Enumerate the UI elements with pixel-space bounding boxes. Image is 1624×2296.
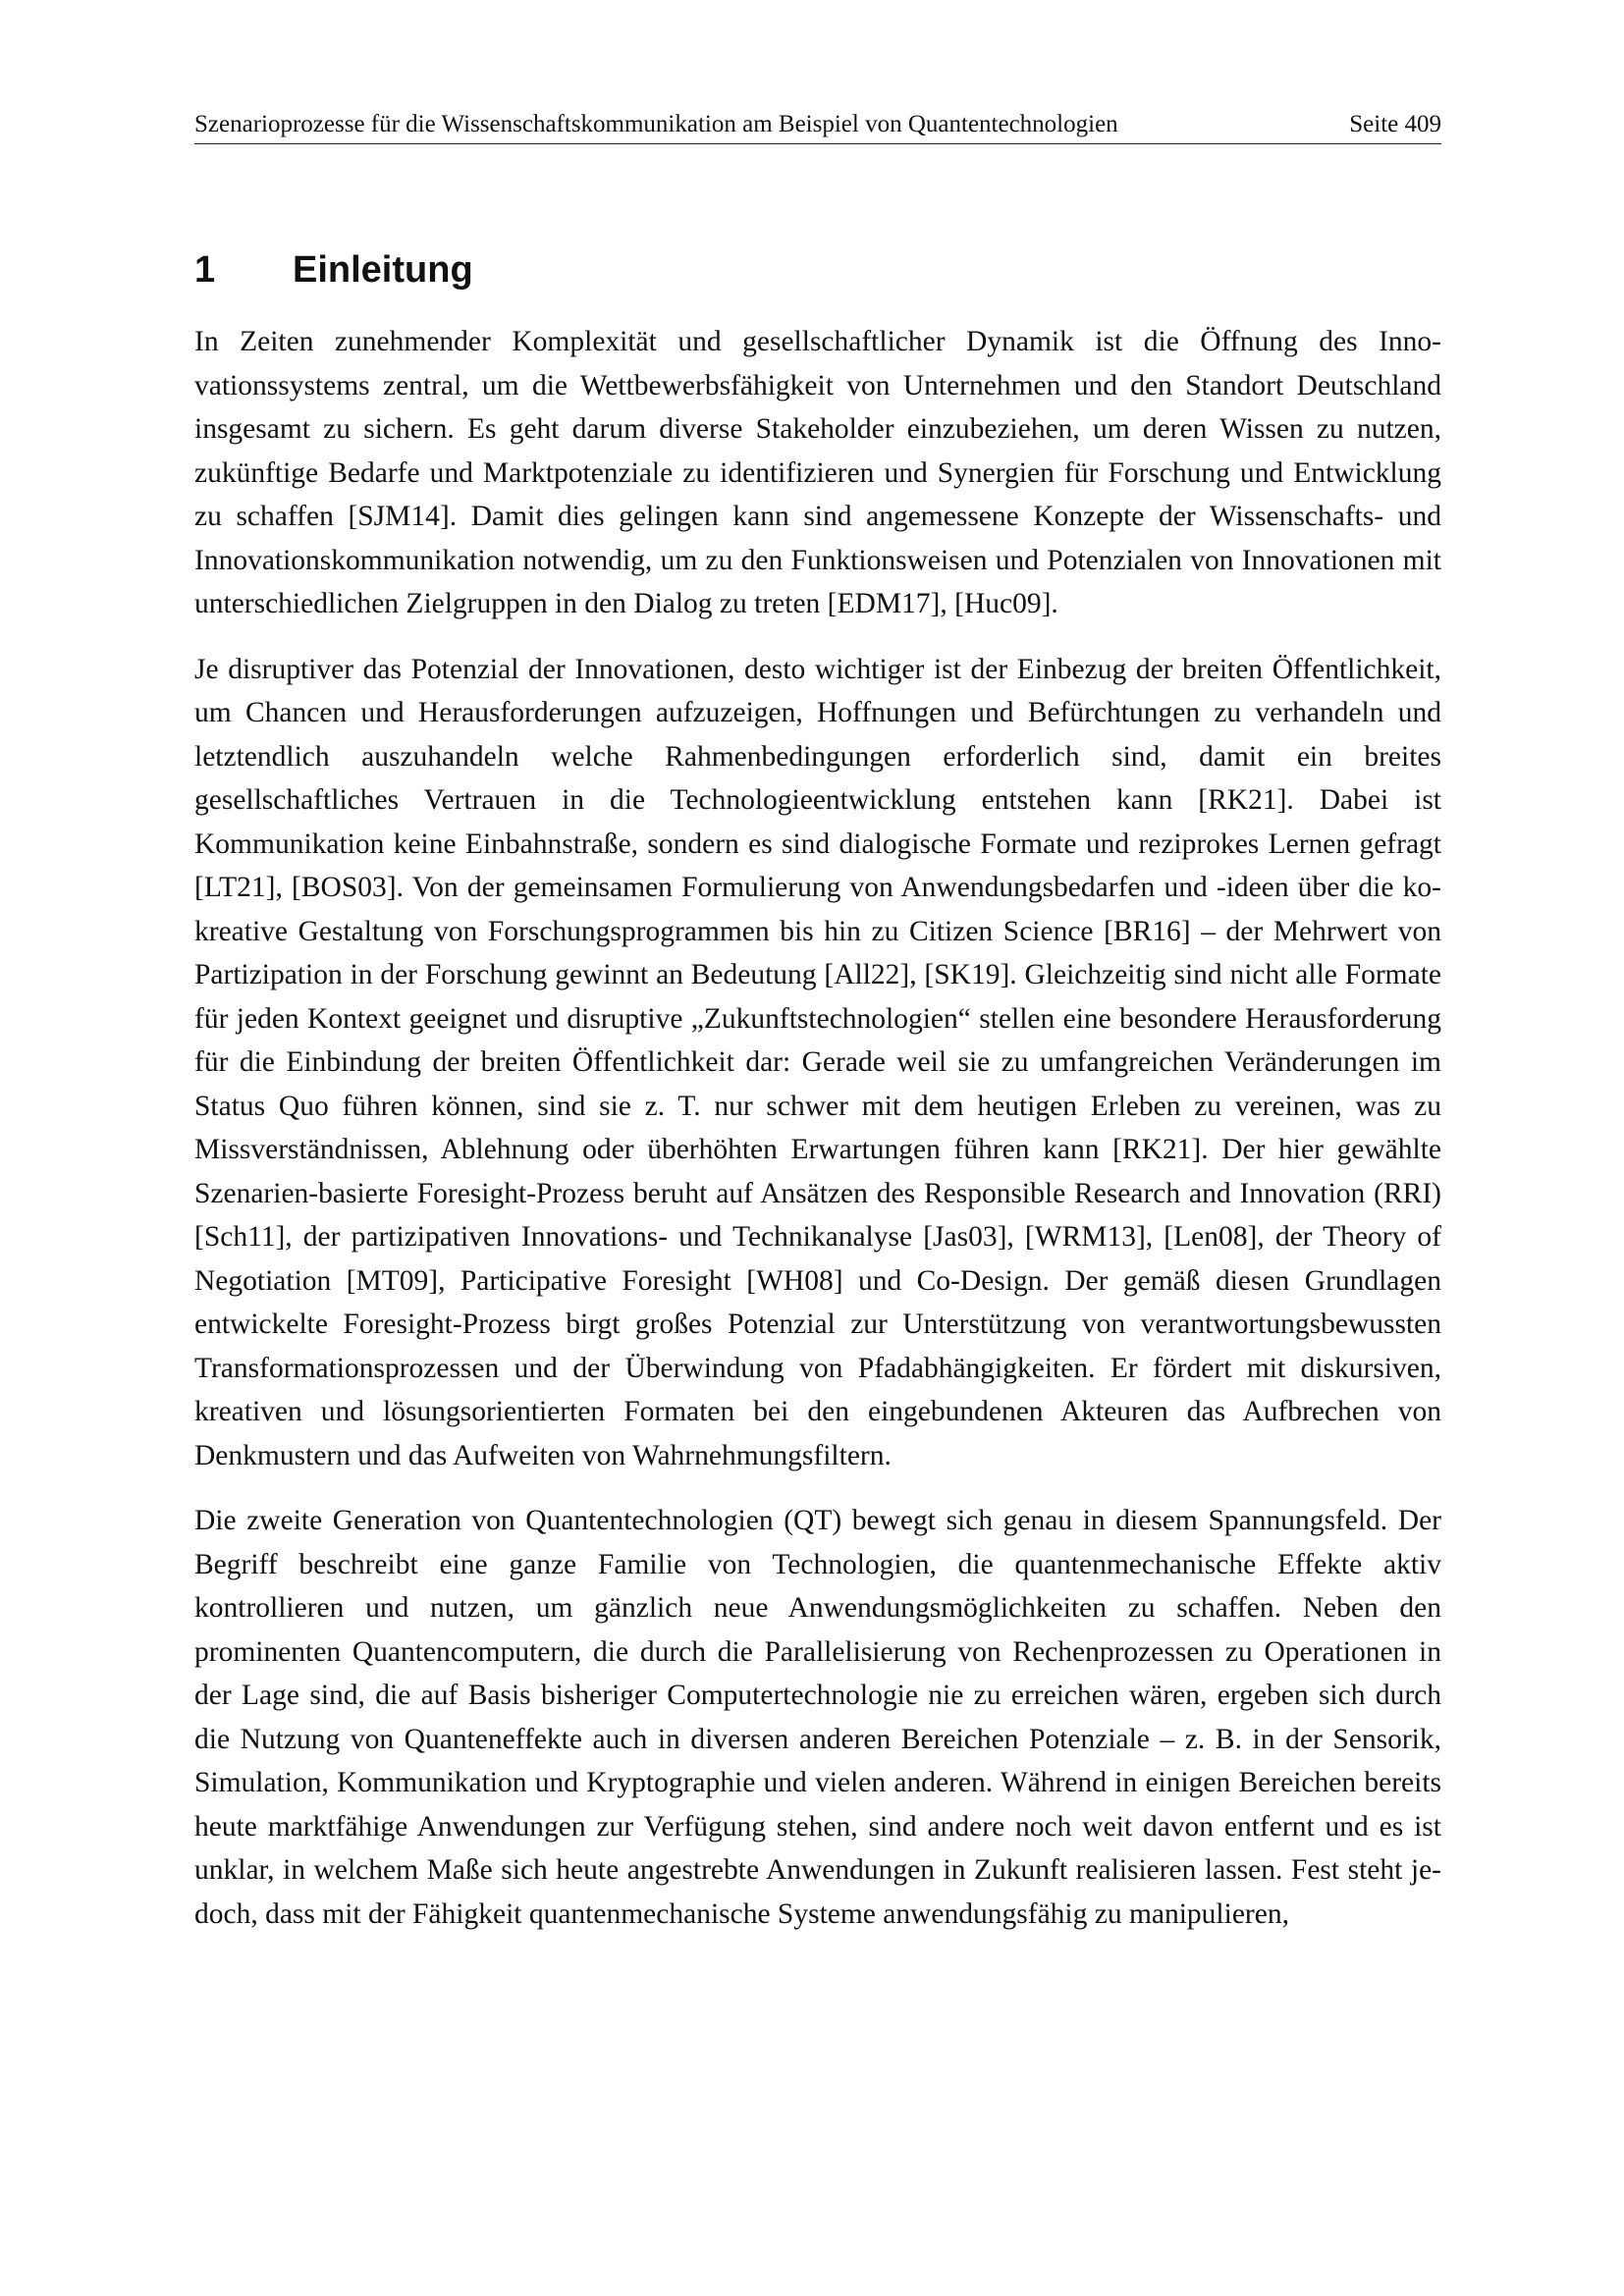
section-title: Einleitung (293, 249, 473, 291)
body-text (194, 320, 1441, 1957)
page-number: Seite 409 (1349, 111, 1441, 137)
running-title: Szenarioprozesse für die Wissenschaftskommunikation am Beispiel von Quantentechnologien (194, 111, 1118, 137)
paragraph-2: Je disruptiver das Potenzial der Innovationen, desto wichtiger ist der Einbezug der breiten Öffentlichkeit, um Chancen und Herausforderungen aufzuzeigen, Hoffnungen und Befürchtungen zu verhandeln und letztendlich auszuhandeln welche Rahmenbedingungen erforderlich sind, damit ein breites gesellschaftliches Vertrauen in die Technologieentwicklung entstehen kann [RK21]. Dabei ist Kommunikation keine Einbahnstraße, sondern es sind dialogische Formate und reziprokes Lernen gefragt [LT21], [BOS03]. Von der gemeinsamen Formulierung von Anwendungsbedarfen und -ideen über die ko-kreative Gestaltung von Forschungsprogrammen bis hin zu Citizen Science [BR16] – der Mehrwert von Partizipation in der Forschung gewinnt an Bedeutung [All22], [SK19]. Gleichzeitig sind nicht alle Formate für jeden Kontext geeignet und disruptive „Zukunftstechnologien“ stellen eine besondere Herausforderung für die Einbindung der breiten Öffentlichkeit dar: Gerade weil sie zu umfangreichen Veränderungen im Status Quo führen können, sind sie z. T. nur schwer mit dem heutigen Erleben zu vereinen, was zu Missverständnissen, Ablehnung oder überhöhten Erwartungen führen kann [RK21]. Der hier gewählte Szenarien-basierte Foresight-Prozess beruht auf Ansätzen des Responsible Research and Innovation (RRI) [Sch11], der partizipativen Innovations- und Technikanalyse [Jas03], [WRM13], [Len08], der Theory of Negotiation [MT09], Participative Foresight [WH08] und Co-Design. Der gemäß diesen Grundlagen entwickelte Foresight-Prozess birgt großes Potenzial zur Unterstützung von verantwortungsbewussten Transformationsprozessen und der Überwindung von Pfadabhängigkeiten. Er fördert mit diskursiven, kreativen und lösungsorientierten Formaten bei den eingebundenen Akteuren das Aufbrechen von Denkmustern und das Aufweiten von Wahrnehmungsfiltern. (194, 653, 1441, 1471)
paragraph-1: In Zeiten zunehmender Komplexität und gesellschaftlicher Dynamik ist die Öffnung des Innovationssystems zentral, um die Wettbewerbsfähigkeit von Unternehmen und den Standort Deutschland insgesamt zu sichern. Es geht darum diverse Stakeholder einzubeziehen, um deren Wissen zu nutzen, zukünftige Bedarfe und Marktpotenziale zu identifizieren und Synergien für Forschung und Entwicklung zu schaffen [SJM14]. Damit dies gelingen kann sind angemessene Konzepte der Wissenschafts- und Innovationskommunikation notwendig, um zu den Funktionsweisen und Potenzialen von Innovationen mit unterschiedlichen Zielgruppen in den Dialog zu treten [EDM17], [Huc09]. (194, 326, 1441, 619)
running-header (194, 108, 1441, 144)
paragraph-3: Die zweite Generation von Quantentechnologien (QT) bewegt sich genau in diesem Spannungsfeld. Der Begriff beschreibt eine ganze Familie von Technologien, die quantenmechanische Effekte aktiv kontrollieren und nutzen, um gänzlich neue Anwendungsmöglichkeiten zu schaffen. Neben den prominenten Quantencomputern, die durch die Parallelisierung von Rechenprozessen zu Operationen in der Lage sind, die auf Basis bisheriger Computertechnologie nie zu erreichen wären, ergeben sich durch die Nutzung von Quanteneffekte auch in diversen anderen Bereichen Potenziale – z. B. in der Sensorik, Simulation, Kommunikation und Kryptographie und vielen anderen. Während in einigen Bereichen bereits heute marktfähige Anwendungen zur Verfügung stehen, sind andere noch weit davon entfernt und es ist unklar, in welchem Maße sich heute angestrebte Anwendungen in Zukunft realisieren lassen. Fest steht jedoch, dass mit der Fähigkeit quantenmechanische Systeme anwendungsfähig zu manipulieren, (194, 1505, 1441, 1930)
section-heading (194, 247, 1441, 293)
section-number: 1 (194, 249, 216, 291)
